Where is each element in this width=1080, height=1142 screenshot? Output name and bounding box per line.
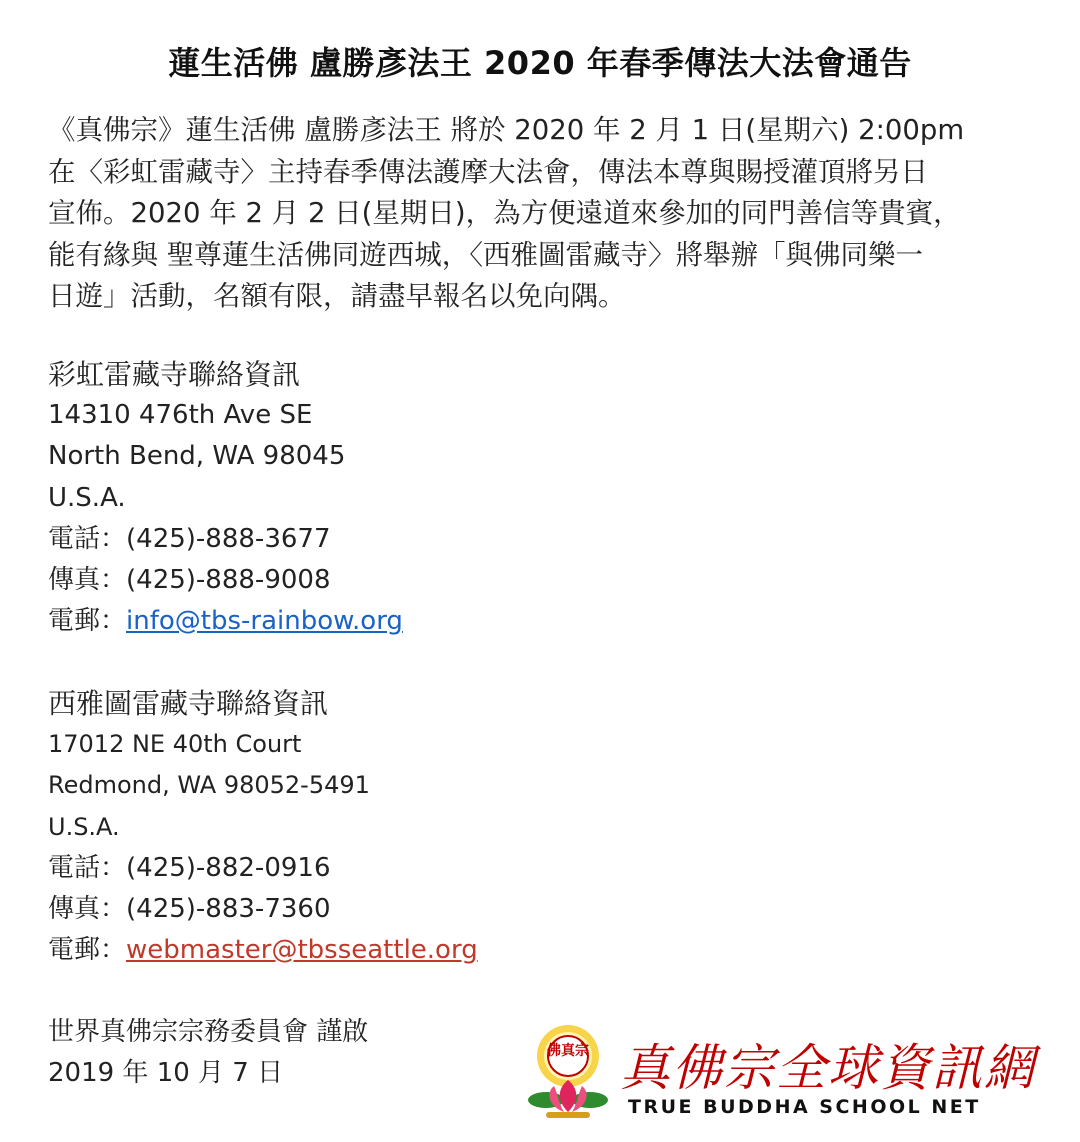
fax-label: 傳真： <box>48 565 127 596</box>
contact-heading: 西雅圖雷藏寺聯絡資訊 <box>48 687 329 720</box>
signature: 世界真佛宗宗務委員會 謹啟 <box>48 1017 369 1047</box>
address-country: U.S.A. <box>48 482 126 513</box>
email-link[interactable]: info@tbs-rainbow.org <box>126 606 403 637</box>
phone-label: 電話： <box>48 523 127 554</box>
email-link[interactable]: webmaster@tbsseattle.org <box>126 935 478 966</box>
rainbow-temple-contact <box>48 354 403 642</box>
lotus-emblem-icon <box>528 1022 618 1122</box>
signature-block <box>48 1012 368 1094</box>
seattle-temple-contact <box>48 683 478 971</box>
phone-row <box>48 519 403 560</box>
contact-heading: 彩虹雷藏寺聯絡資訊 <box>48 358 301 391</box>
address-line: 17012 NE 40th Court <box>48 730 302 759</box>
phone-number: (425)-888-3677 <box>126 523 331 554</box>
email-row <box>48 601 403 642</box>
logo-chinese-name: 真佛宗全球資訊網 <box>620 1039 1036 1097</box>
email-row <box>48 930 478 971</box>
signature-date: 2019 年 10 月 7 日 <box>48 1058 284 1088</box>
announcement-line: 日遊」活動，名額有限，請盡早報名以免向隅。 <box>48 280 626 312</box>
emblem-text: 佛真宗 <box>547 1043 589 1059</box>
announcement-line: 能有緣與 聖尊蓮生活佛同遊西城，〈西雅圖雷藏寺〉將舉辦「與佛同樂一 <box>48 238 923 271</box>
fax-row <box>48 560 403 601</box>
address-country: U.S.A. <box>48 812 120 841</box>
address-line: 14310 476th Ave SE <box>48 400 313 431</box>
address-line: North Bend, WA 98045 <box>48 441 346 472</box>
fax-number: (425)-888-9008 <box>126 565 331 596</box>
announcement-line: 《真佛宗》蓮生活佛 盧勝彥法王 將於 2020 年 2 月 1 日(星期六) 2:00pm <box>48 114 965 146</box>
announcement-line: 在〈彩虹雷藏寺〉主持春季傳法護摩大法會，傳法本尊與賜授灌頂將另日 <box>48 155 928 188</box>
page-title: 蓮生活佛 盧勝彥法王 2020 年春季傳法大法會通告 <box>168 44 912 82</box>
phone-label: 電話： <box>48 852 127 883</box>
phone-number: (425)-882-0916 <box>126 852 331 883</box>
email-label: 電郵： <box>48 935 127 966</box>
tbs-logo <box>528 1022 1036 1122</box>
fax-number: (425)-883-7360 <box>126 894 331 925</box>
logo-english-name: TRUE BUDDHA SCHOOL NET <box>628 1096 981 1118</box>
address-line: Redmond, WA 98052-5491 <box>48 771 370 800</box>
fax-label: 傳真： <box>48 894 127 925</box>
announcement-line: 宣佈。2020 年 2 月 2 日(星期日)，為方便遠道來參加的同門善信等貴賓， <box>48 197 961 229</box>
email-label: 電郵： <box>48 606 127 637</box>
announcement-body <box>48 110 1038 318</box>
phone-row <box>48 848 478 889</box>
fax-row <box>48 889 478 930</box>
